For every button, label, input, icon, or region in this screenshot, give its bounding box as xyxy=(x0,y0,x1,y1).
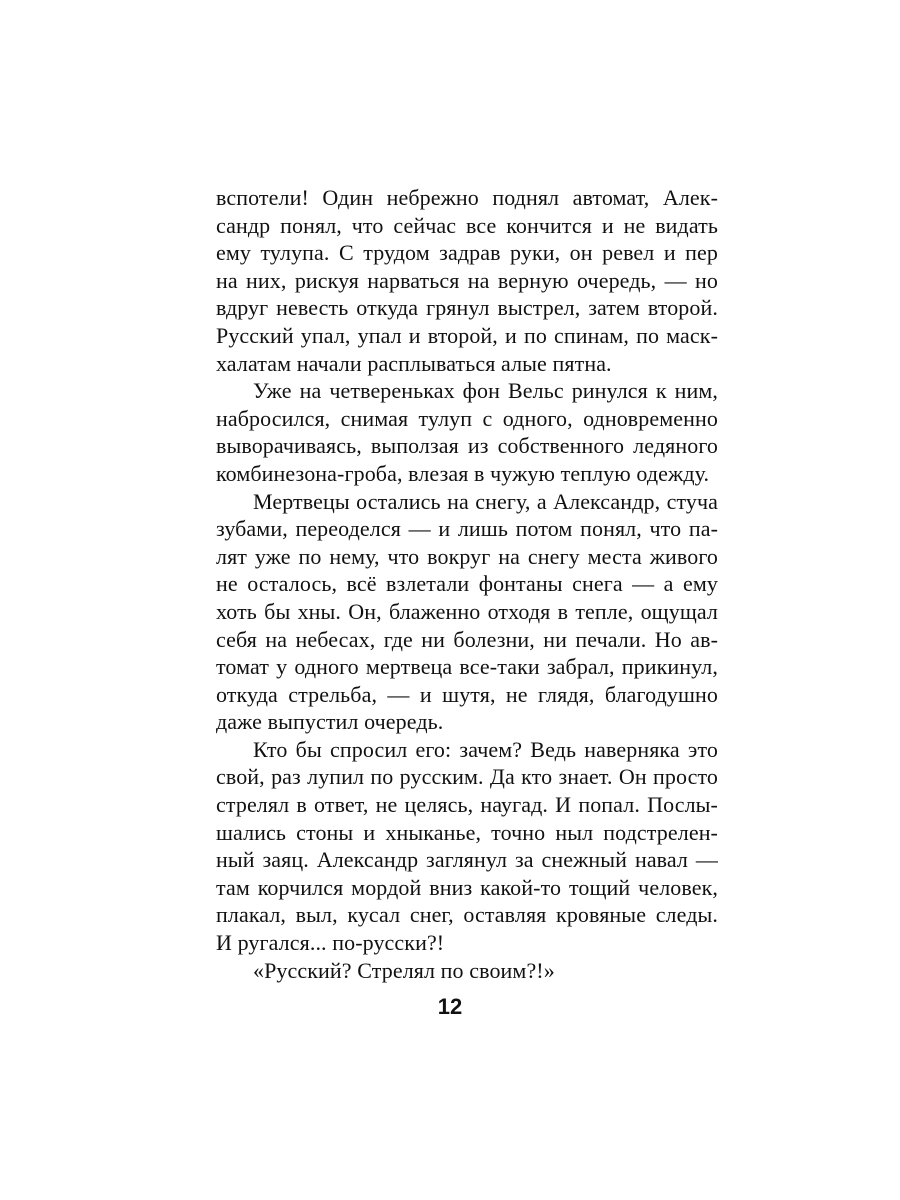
text-line: набросился, снимая тулуп с одного, одновременно xyxy=(216,405,718,431)
paragraph xyxy=(216,377,718,487)
text-line: шались стоны и хныканье, точно ныл подстрелен- xyxy=(216,819,718,845)
text-line: вспотели! Один небрежно поднял автомат, Алек- xyxy=(216,185,718,210)
page-number: 12 xyxy=(437,994,463,1019)
text-line: Уже на четвереньках фон Вельс ринулся к ним, xyxy=(253,378,718,404)
text-line: ный заяц. Александр заглянул за снежный навал — xyxy=(216,847,718,873)
text-line: даже выпустил очередь. xyxy=(216,709,444,735)
text-line: откуда стрельба, — и шутя, не глядя, благодушно xyxy=(216,681,718,707)
text-line: томат у одного мертвеца все-таки забрал, прикинул, xyxy=(216,654,718,680)
text-line: себя на небесах, где ни болезни, ни печали. Но ав- xyxy=(216,626,718,652)
text-line: там корчился мордой вниз какой-то тощий человек, xyxy=(216,874,718,900)
page-body xyxy=(216,184,718,984)
text-line: плакал, выл, кусал снег, оставляя кровяные следы. xyxy=(216,902,718,928)
text-line: на них, рискуя нарваться на верную очередь, — но xyxy=(216,267,718,293)
text-line: хоть бы хны. Он, блаженно отходя в тепле, ощущал xyxy=(216,598,718,624)
paragraph xyxy=(216,957,718,985)
text-line: лят уже по нему, что вокруг на снегу места живого xyxy=(216,543,718,569)
paragraph xyxy=(216,184,718,377)
text-line: «Русский? Стрелял по своим?!» xyxy=(253,957,555,983)
text-line: Мертвецы остались на снегу, а Александр, стуча xyxy=(253,488,718,514)
text-line: свой, раз лупил по русским. Да кто знает. Он просто xyxy=(216,764,718,790)
text-line: выворачиваясь, выползая из собственного ледяного xyxy=(216,433,718,459)
paragraph xyxy=(216,488,718,736)
text-line: Русский упал, упал и второй, и по спинам, по маск- xyxy=(216,322,718,348)
text-line: не осталось, всё взлетали фонтаны снега — а ему xyxy=(216,571,718,597)
text-line: комбинезона-гроба, влезая в чужую теплую одежду. xyxy=(216,460,710,486)
text-line: Кто бы спросил его: зачем? Ведь наверняка это xyxy=(253,736,718,762)
text-line: И ругался... по-русски?! xyxy=(216,930,445,956)
paragraph xyxy=(216,736,718,957)
text-line: халатам начали расплываться алые пятна. xyxy=(216,350,612,376)
text-line: ему тулупа. С трудом задрав руки, он ревел и пер xyxy=(216,240,718,266)
text-line: вдруг невесть откуда грянул выстрел, затем второй. xyxy=(216,295,718,321)
text-line: зубами, переоделся — и лишь потом понял, что па- xyxy=(216,516,718,542)
text-line: сандр понял, что сейчас все кончится и не видать xyxy=(216,212,718,238)
text-line: стрелял в ответ, не целясь, наугад. И попал. Послы- xyxy=(216,792,718,818)
